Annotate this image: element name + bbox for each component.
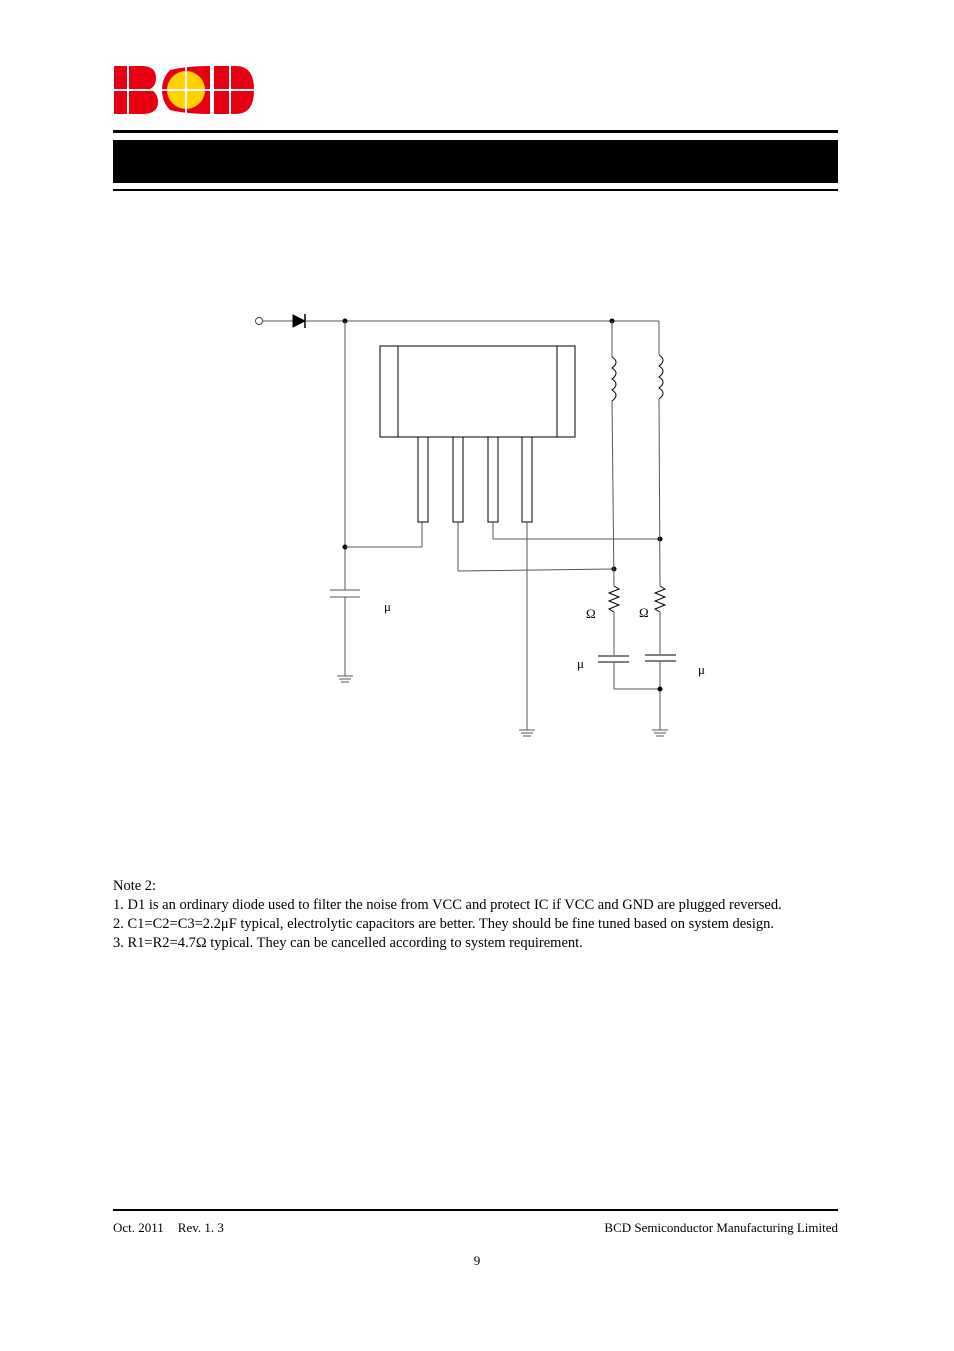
notes-heading: Note 2: [113,878,157,894]
coil-2 [659,355,663,399]
footer-rule [113,1209,838,1211]
diode-d1 [293,315,305,327]
footer-left [113,1220,224,1236]
header-rule-top [113,130,838,133]
notes-section [113,877,841,953]
title-bar [113,140,838,183]
ground-c1 [337,676,353,682]
label-c3-unit: μ [698,662,705,677]
ground-ic [519,730,535,736]
capacitor-c3 [645,655,676,661]
application-circuit-schematic [240,300,705,750]
label-r2-unit: Ω [639,605,649,620]
bcd-logo [112,64,257,116]
note-item: 3. R1=R2=4.7Ω typical. They can be cancelled according to system requirement. [113,935,583,951]
label-c2-unit: μ [577,656,584,671]
page-number: 9 [473,1253,481,1268]
capacitor-c2 [598,656,629,662]
ic-pin-2 [453,437,463,522]
input-terminal [256,318,263,325]
ic-pin-3 [488,437,498,522]
label-c1-unit: μ [384,599,391,614]
header-rule-bottom [113,189,838,191]
label-r1-unit: Ω [586,606,596,621]
resistor-r2 [655,586,665,612]
footer-company: BCD Semiconductor Manufacturing Limited [604,1220,838,1235]
resistor-r1 [609,586,619,612]
ic-pin-1 [418,437,428,522]
ic-package [380,346,575,522]
note-item: 2. C1=C2=C3=2.2μF typical, electrolytic capacitors are better. They should be fine tuned based on system design. [113,916,775,932]
ground-output [652,730,668,736]
footer-revision: Rev. 1. 3 [177,1220,224,1235]
footer-date: Oct. 2011 [113,1220,164,1235]
note-item: 1. D1 is an ordinary diode used to filter the noise from VCC and protect IC if VCC and GND are plugged reversed. [113,897,782,913]
coil-1 [612,357,616,401]
ic-pin-4 [522,437,532,522]
capacitor-c1 [330,590,360,597]
